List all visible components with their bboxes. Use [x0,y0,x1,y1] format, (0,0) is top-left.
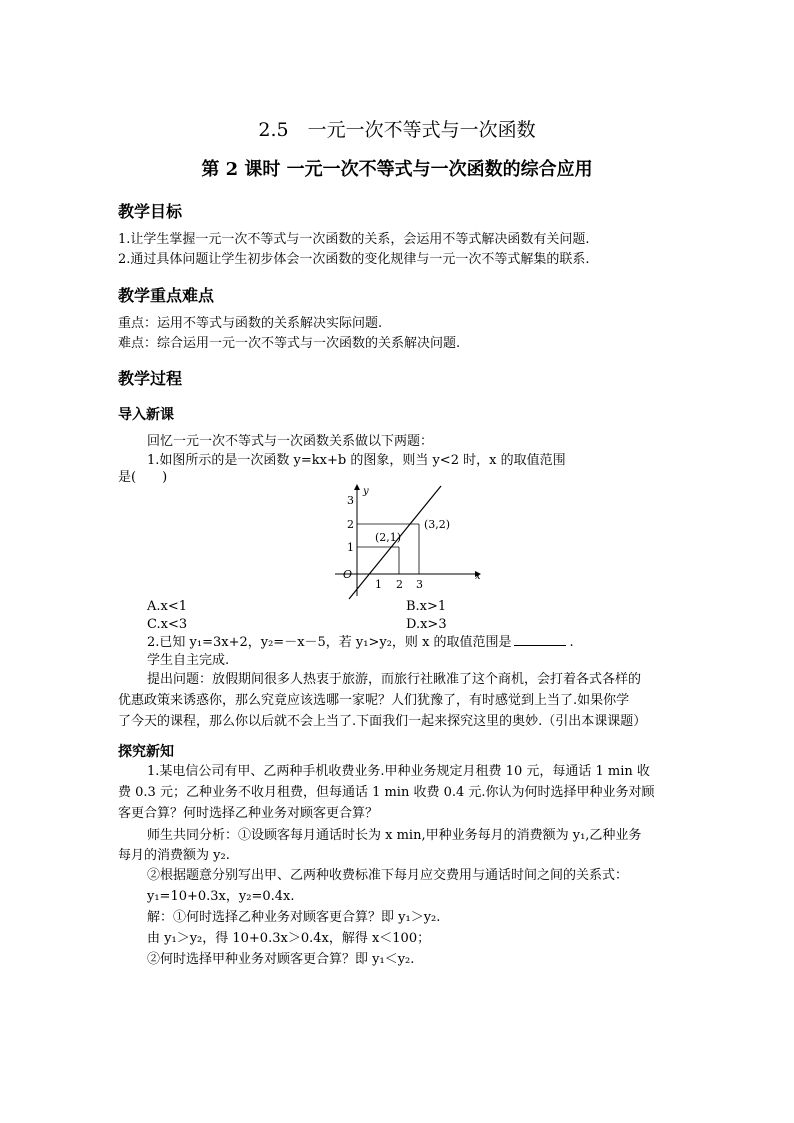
keypoint-item-2: 难点：综合运用一元一次不等式与一次函数的关系解决问题. [118,336,461,351]
origin-label: O [343,568,353,581]
goal-item-1: 1.让学生掌握一元一次不等式与一次函数的关系，会运用不等式解决函数有关问题. [118,232,590,247]
question-2-end: . [569,635,574,650]
section-heading-process: 教学过程 [118,369,183,388]
x-tick-3: 3 [416,578,423,591]
question-line-1: 提出问题：放假期间很多人热衷于旅游，而旅行社瞅准了这个商机，会打着各式各样的 [147,672,642,687]
question-line-2: 优惠政策来诱惑你，那么究竟应该选哪一家呢？人们犹豫了，有时感觉到上当了.如果你学 [118,693,630,708]
answer-blank [514,633,566,646]
y-axis-arrow [354,484,360,490]
option-b: B.x>1 [406,599,447,614]
question-2-note: 学生自主完成. [147,653,230,668]
intro-line-3: 是( ) [118,470,168,485]
x-axis-label: x [475,571,481,582]
function-graph [325,484,495,604]
y-tick-3: 3 [347,494,354,507]
point-b-label: (3,2) [424,518,451,531]
option-c: C.x<3 [147,617,188,632]
point-a-label: (2,1) [375,531,402,544]
y-axis-label: y [363,486,369,497]
x-tick-2: 2 [396,578,403,591]
explore-line-8: 解：①何时选择乙种业务对顾客更合算？即 y₁＞y₂. [147,910,441,925]
x-tick-1: 1 [375,578,382,591]
question-line-3: 了今天的课程，那么你以后就不会上当了.下面我们一起来探究这里的奥妙.（引出本课课题） [118,714,647,729]
explore-line-7: y₁=10+0.3x，y₂=0.4x. [147,889,295,904]
section-heading-intro: 导入新课 [118,407,174,423]
explore-line-3: 客更合算？何时选择乙种业务对顾客更合算？ [118,806,379,821]
keypoint-item-1: 重点：运用不等式与函数的关系解决实际问题. [118,316,383,331]
explore-line-10: ②何时选择甲种业务对顾客更合算？即 y₁＜y₂. [147,952,415,967]
section-heading-explore: 探究新知 [118,744,174,760]
section-heading-keypoints: 教学重点难点 [118,286,215,305]
intro-line-2: 1.如图所示的是一次函数 y=kx+b 的图象，则当 y<2 时，x 的取值范围 [147,453,566,468]
document-title: 2.5 一元一次不等式与一次函数 [258,119,536,141]
explore-line-9: 由 y₁＞y₂，得 10+0.3x＞0.4x，解得 x＜100； [147,931,431,946]
option-d: D.x>3 [406,617,447,632]
y-tick-2: 2 [347,518,354,531]
y-tick-1: 1 [347,541,354,554]
intro-line-1: 回忆一元一次不等式与一次函数关系做以下两题： [147,434,434,449]
question-2 [147,633,574,652]
option-a: A.x<1 [147,599,188,614]
goal-item-2: 2.通过具体问题让学生初步体会一次函数的变化规律与一元一次不等式解集的联系. [118,252,590,267]
question-2-text: 2.已知 y₁=3x+2，y₂=－x－5，若 y₁>y₂，则 x 的取值范围是 [147,635,512,650]
document-subtitle: 第 2 课时 一元一次不等式与一次函数的综合应用 [201,159,593,180]
explore-line-4: 师生共同分析：①设顾客每月通话时长为 x min,甲种业务每月的消费额为 y₁,乙种业务 [147,828,642,843]
section-heading-goals: 教学目标 [118,202,183,221]
explore-line-6: ②根据题意分别写出甲、乙两种收费标准下每月应交费用与通话时间之间的关系式： [147,868,629,883]
explore-line-5: 每月的消费额为 y₂. [118,848,230,863]
explore-line-2: 费 0.3 元；乙种业务不收月租费，但每通话 1 min 收费 0.4 元.你认为何时选择甲种业务对顾 [118,785,655,800]
explore-line-1: 1.某电信公司有甲、乙两种手机收费业务.甲种业务规定月租费 10 元，每通话 1 min 收 [147,764,650,779]
